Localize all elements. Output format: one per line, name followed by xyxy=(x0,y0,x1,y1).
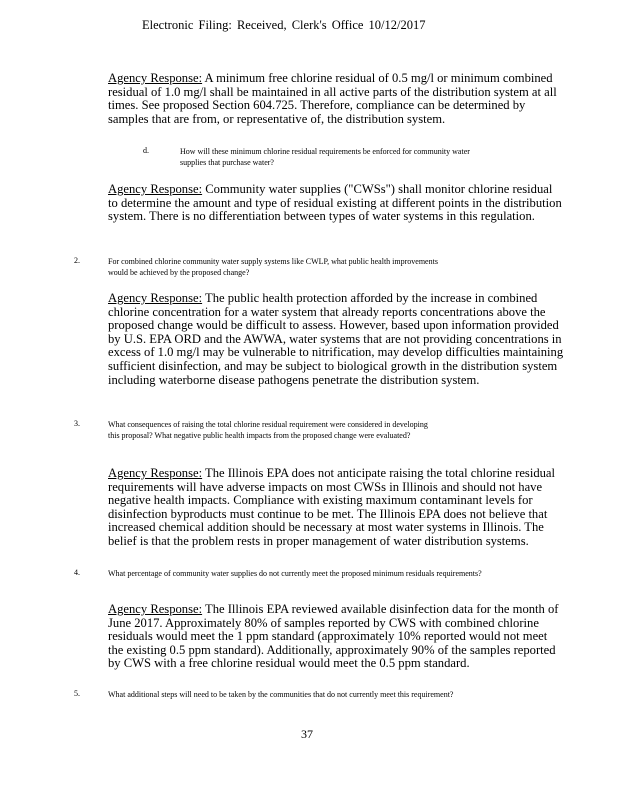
filing-header: Electronic Filing: Received, Clerk's Office 10/12/2017 xyxy=(142,18,426,32)
response-label: Agency Response: xyxy=(108,466,203,480)
response-text: The public health protection afforded by the increase in combined chlorine concentration for a water system that already reports concentrations above the proposed change would be difficult to assess. However, based upon information provided by U.S. EPA ORD and the AWWA, water systems that are not providing concentrations in excess of 1.0 mg/l may be vulnerable to nitrification, may develop difficulties maintaining sufficient disinfection, and may be subject to biological growth in the distribution system including waterborne disease pathogens penetrate the distribution system. xyxy=(108,291,564,387)
response-text: The Illinois EPA reviewed available disinfection data for the month of June 2017. Approximately 80% of samples reported by CWS with combined chlorine residuals would meet the 1 ppm standard (approximately 10% reported would not meet the existing 0.5 ppm standard). Additionally, approximately 90% of the samples reported by CWS with a free chlorine residual would meet the 0.5 ppm standard. xyxy=(108,602,559,671)
question-3: What consequences of raising the total chlorine residual requirement were considered in developing this proposal? What negative public health impacts from the proposed change were evaluated? xyxy=(108,420,428,440)
question-number-5: 5. xyxy=(74,689,80,698)
question-number-3: 3. xyxy=(74,419,80,428)
response-label: Agency Response: xyxy=(108,71,203,85)
question-2: For combined chlorine community water supply systems like CWLP, what public health improvements would be achieved by the proposed change? xyxy=(108,257,438,277)
question-number-2: 2. xyxy=(74,256,80,265)
agency-response-1 xyxy=(108,72,564,126)
question-4: What percentage of community water supplies do not currently meet the proposed minimum residuals requirements? xyxy=(108,569,482,578)
response-label: Agency Response: xyxy=(108,602,203,616)
response-text: The Illinois EPA does not anticipate raising the total chlorine residual requirements will have adverse impacts on most CWSs in Illinois and should not have negative health impacts. Compliance with existing maximum contaminant levels for disinfection byproducts must continue to be met. The Illinois EPA does not believe that increased chemical addition should be necessary at most water systems in Illinois. The belief is that the problem rests in proper management of water distribution systems. xyxy=(108,466,556,548)
question-5: What additional steps will need to be taken by the communities that do not currently meet this requirement? xyxy=(108,690,454,699)
agency-response-2 xyxy=(108,183,564,224)
question-number-d: d. xyxy=(143,146,149,155)
question-number-4: 4. xyxy=(74,568,80,577)
response-label: Agency Response: xyxy=(108,291,203,305)
page-number: 37 xyxy=(301,727,313,741)
response-label: Agency Response: xyxy=(108,182,203,196)
question-d: How will these minimum chlorine residual requirements be enforced for community water supplies that purchase water? xyxy=(180,147,470,167)
response-text: Community water supplies ("CWSs") shall monitor chlorine residual to determine the amount and type of residual existing at different points in the distribution system. There is no differentiation between types of water systems in this regulation. xyxy=(108,182,562,224)
response-text: A minimum free chlorine residual of 0.5 mg/l or minimum combined residual of 1.0 mg/l shall be maintained in all active parts of the distribution system at all times. See proposed Section 604.725. Therefore, compliance can be determined by samples that are from, or representative of, the distribution system. xyxy=(108,71,557,126)
agency-response-3 xyxy=(108,292,564,387)
agency-response-5 xyxy=(108,603,564,671)
agency-response-4 xyxy=(108,467,564,549)
